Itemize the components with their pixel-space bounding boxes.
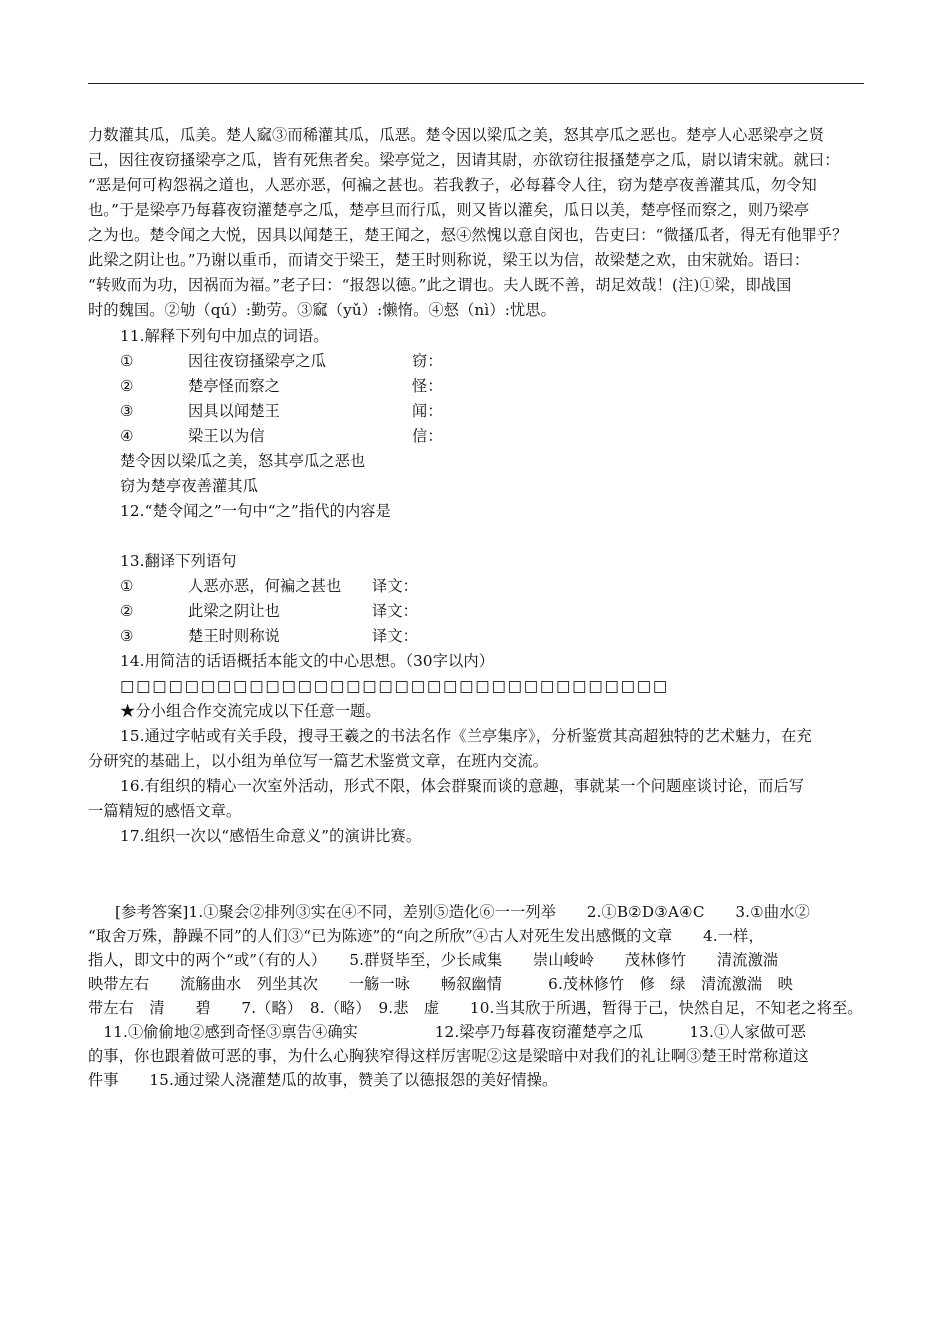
passage-line: 力数灌其瓜，瓜美。楚人窳③而稀灌其瓜，瓜恶。楚令因以梁瓜之美，怒其亭瓜之恶也。楚亭人心恶梁亭之贤 [88, 126, 825, 144]
item-translation-label: 译文： [372, 602, 419, 620]
passage-line: 此梁之阴让也。”乃谢以重币，而请交于梁王，楚王时则称说，梁王以为信，故梁楚之欢，由宋就始。语曰： [88, 251, 810, 269]
item-number: ③ [120, 627, 134, 645]
question-14: 14.用简洁的话语概括本能文的中心思想。（30字以内） [120, 652, 495, 670]
item-number: ① [120, 352, 134, 370]
item-number: ① [120, 577, 134, 595]
passage-line: 时的魏国。②劬（qú）:勤劳。③窳（yǔ）:懒惰。④惄（nì）:忧思。 [88, 301, 556, 319]
answer-line: 11.①偷偷地②感到奇怪③禀告④确实 12.梁亭乃每暮夜窃灌楚亭之瓜 13.①人家做可恶 [88, 1023, 806, 1041]
item-number: ② [120, 377, 134, 395]
passage-line: “转败而为功，因祸而为福。”老子曰：“报怨以德。”此之谓也。夫人既不善，胡足效哉！(注)①梁，即战国 [88, 276, 792, 294]
question-13-title: 13.翻译下列语句 [120, 552, 237, 570]
answer-line: 件事 15.通过梁人浇灌楚瓜的故事，赞美了以德报怨的美好情操。 [88, 1071, 558, 1089]
item-number: ④ [120, 427, 134, 445]
answer-line: 带左右 清 碧 7.（略） 8.（略） 9.悲 虚 10.当其欣于所遇，暂得于己，快然自足，不知老之将至。 [88, 999, 863, 1017]
answer-line: “取舍万殊，静躁不同”的人们③“已为陈迹”的“向之所欣”④古人对死生发出感慨的文章 4.一样， [88, 927, 764, 945]
item-sentence: 此梁之阴让也 [188, 602, 281, 620]
passage-line: 也。”于是梁亭乃每暮夜窃灌楚亭之瓜，楚亭旦而行瓜，则又皆以灌矣，瓜日以美，楚亭怪而察之，则乃梁亭 [88, 201, 810, 219]
item-sentence: 楚王时则称说 [188, 627, 281, 645]
item-translation-label: 译文： [372, 577, 419, 595]
answer-line: 的事，你也跟着做可恶的事，为什么心胸狭窄得这样厉害呢②这是梁暗中对我们的礼让啊③楚王时常称道这 [88, 1047, 809, 1065]
answer-line: 指人，即文中的两个“或”（有的人） 5.群贤毕至，少长咸集 崇山峻岭 茂林修竹 清流激湍 [88, 951, 779, 969]
item-translation-label: 译文： [372, 627, 419, 645]
answer-boxes: □□□□□□□□□□□□□□□□□□□□□□□□□□□□□□□□□□ [120, 677, 670, 695]
header-rule [88, 83, 864, 84]
question-11-extra: 楚令因以梁瓜之美，怒其亭瓜之恶也 [120, 452, 366, 470]
item-sentence: 楚亭怪而察之 [188, 377, 281, 395]
question-11-title: 11.解释下列句中加点的词语。 [120, 327, 329, 345]
item-sentence: 梁王以为信 [188, 427, 265, 445]
question-16: 16.有组织的精心一次室外活动，形式不限，体会群聚而谈的意趣，事就某一个问题座谈讨论，而后写 [120, 777, 805, 795]
item-word: 信： [412, 427, 443, 445]
item-sentence: 因往夜窃搔梁亭之瓜 [188, 352, 327, 370]
item-word: 闻： [412, 402, 443, 420]
item-word: 怪： [412, 377, 443, 395]
item-sentence: 因具以闻楚王 [188, 402, 281, 420]
answer-line: [参考答案]1.①聚会②排列③实在④不同，差别⑤造化⑥一一列举 2.①B②D③A④C 3.①曲水② [115, 903, 810, 921]
question-11-extra: 窃为楚亭夜善灌其瓜 [120, 477, 259, 495]
question-16-cont: 一篇精短的感悟文章。 [88, 802, 242, 820]
question-12: 12.“楚令闻之”一句中“之”指代的内容是 [120, 502, 391, 520]
item-number: ③ [120, 402, 134, 420]
passage-line: 己，因往夜窃搔梁亭之瓜，皆有死焦者矣。梁亭觉之，因请其尉，亦欲窃往报搔楚亭之瓜，尉以请宋就。就曰： [88, 151, 840, 169]
question-15: 15.通过字帖或有关手段，搜寻王羲之的书法名作《兰亭集序》，分析鉴赏其高超独特的艺术魅力，在充 [120, 727, 812, 745]
item-number: ② [120, 602, 134, 620]
item-word: 窃： [412, 352, 443, 370]
group-task-heading: ★分小组合作交流完成以下任意一题。 [120, 702, 381, 720]
passage-line: “恶是何可构怨祸之道也，人恶亦恶，何褊之甚也。若我教子，必每暮令人往，窃为楚亭夜善灌其瓜，勿令知 [88, 176, 817, 194]
question-15-cont: 分研究的基础上，以小组为单位写一篇艺术鉴赏文章，在班内交流。 [88, 752, 549, 770]
passage-line: 之为也。楚令闻之大悦，因具以闻楚王，楚王闻之，惄④然愧以意自闵也，告吏曰：“微搔瓜者，得无有他罪乎？ [88, 226, 848, 244]
item-sentence: 人恶亦恶，何褊之甚也 [188, 577, 342, 595]
answer-line: 映带左右 流觞曲水 列坐其次 一觞一咏 畅叙幽情 6.茂林修竹 修 绿 清流激湍 映 [88, 975, 793, 993]
question-17: 17.组织一次以“感悟生命意义”的演讲比赛。 [120, 827, 422, 845]
